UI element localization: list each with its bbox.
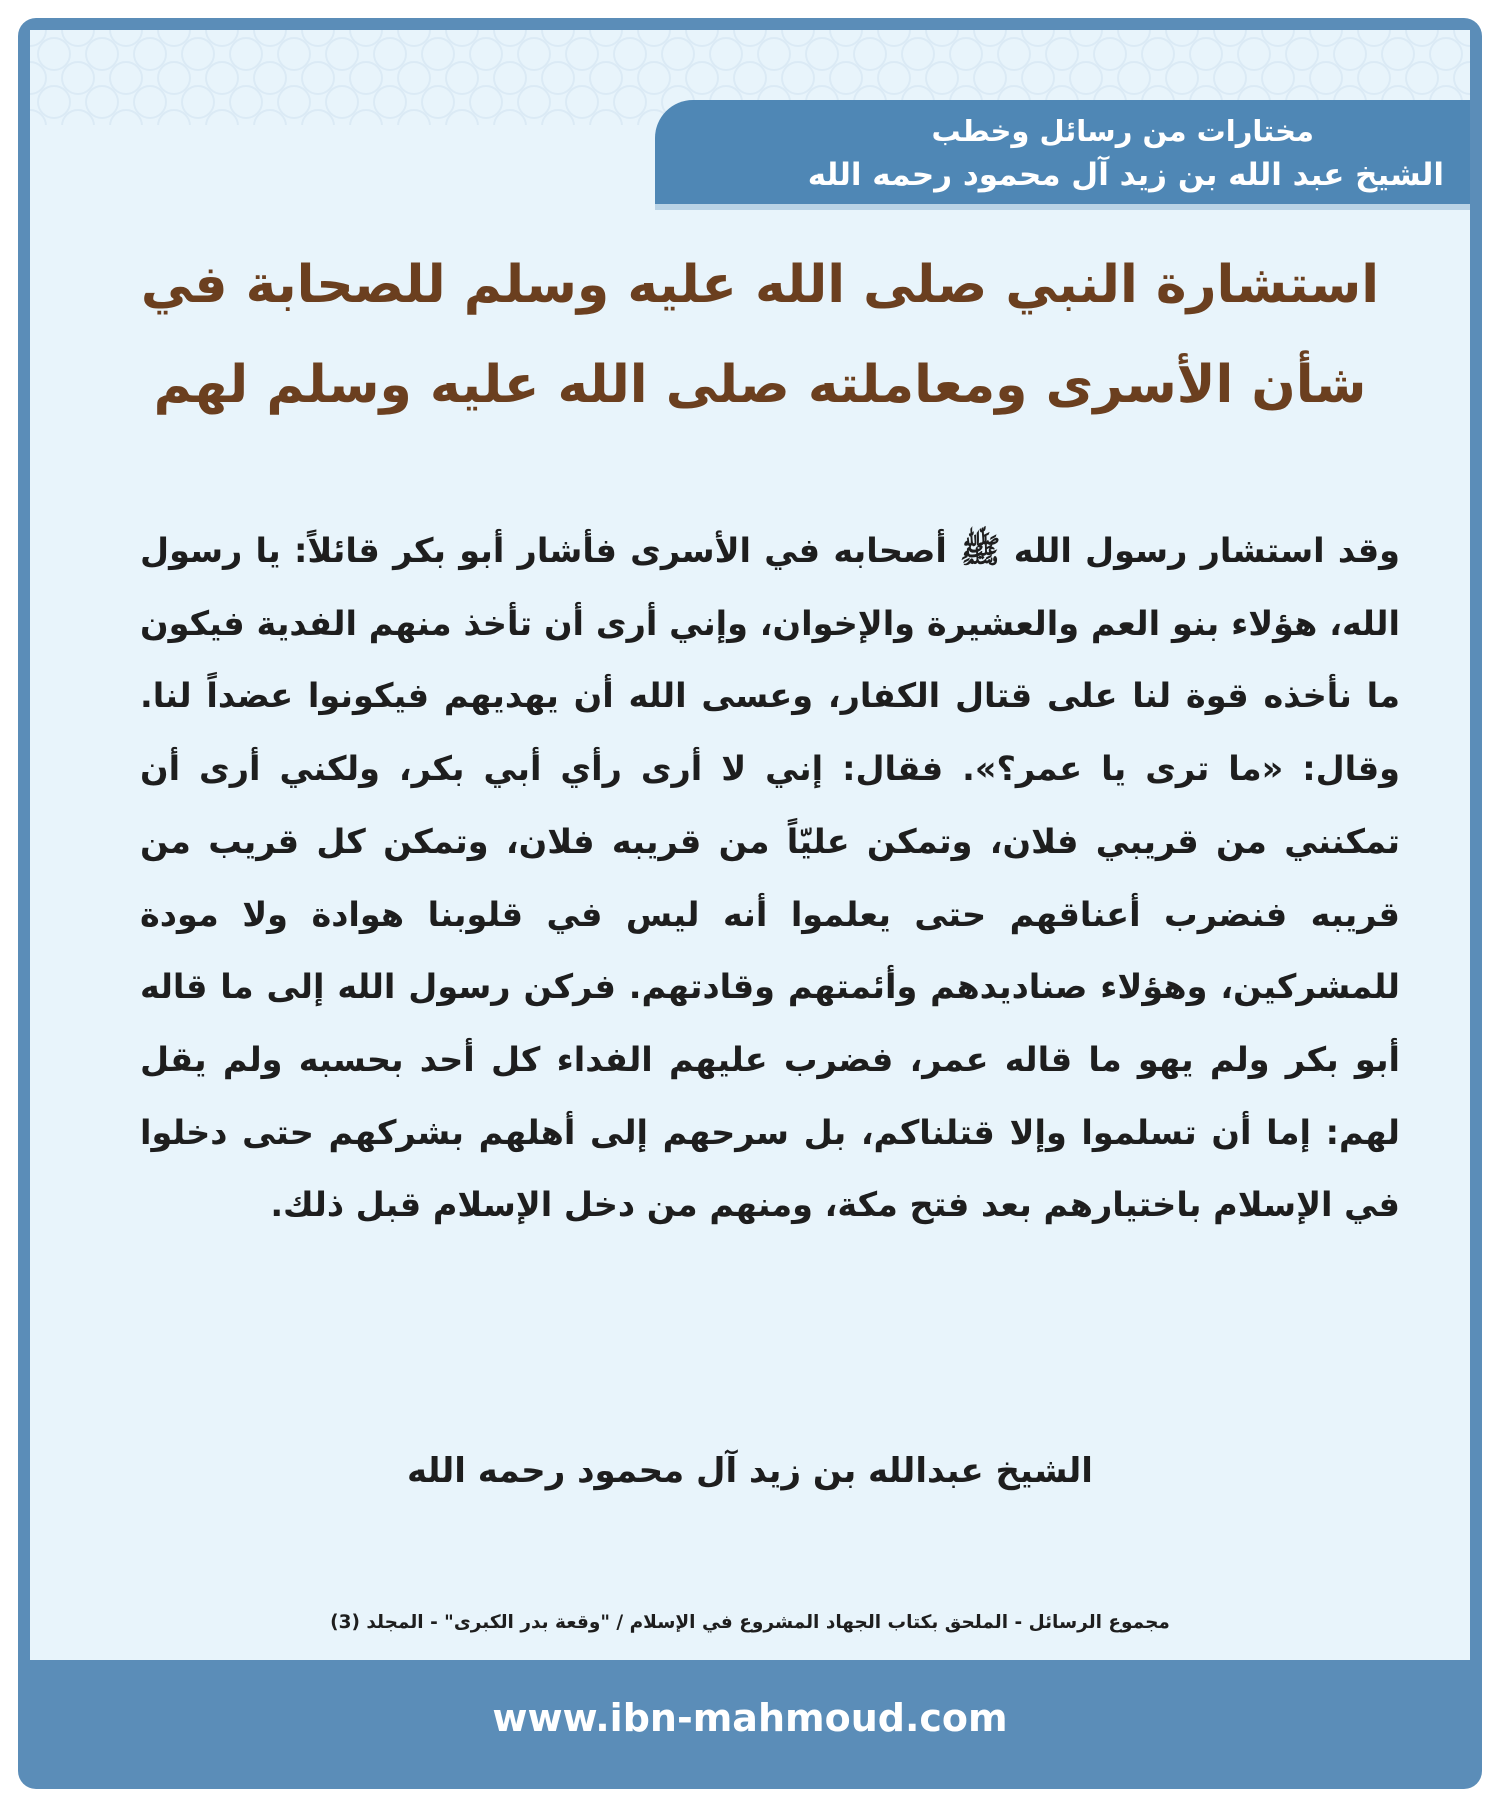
author-signature: الشيخ عبدالله بن زيد آل محمود رحمه الله	[407, 1451, 1093, 1491]
header-banner	[655, 100, 1470, 210]
page-frame	[18, 18, 1482, 1789]
series-title: مختارات من رسائل وخطب	[931, 114, 1314, 148]
header-author-name: الشيخ عبد الله بن زيد آل محمود رحمه الله	[807, 157, 1444, 193]
source-citation: مجموع الرسائل - الملحق بكتاب الجهاد المشروع في الإسلام / "وقعة بدر الكبرى" - المجلد (3)	[330, 1612, 1170, 1633]
website-link[interactable]: www.ibn-mahmoud.com	[492, 1696, 1008, 1740]
article-body: وقد استشار رسول الله ﷺ أصحابه في الأسرى فأشار أبو بكر قائلاً: يا رسول الله، هؤلاء بنو العم والعشيرة والإخوان، وإني أرى أن تأخذ منهم الفدية فيكون ما نأخذه قوة لنا على قتال الكفار، وعسى الله أن يهديهم فيكونوا عضداً لنا. وقال: «ما ترى يا عمر؟». فقال: إني لا أرى رأي أبي بكر، ولكني أرى أن تمكنني من قريبي فلان، وتمكن عليّاً من قريبه فلان، وتمكن كل قريب من قريبه فنضرب أعناقهم حتى يعلموا أنه ليس في قلوبنا هوادة ولا مودة للمشركين، وهؤلاء صناديدهم وأئمتهم وقادتهم. فركن رسول الله إلى ما قاله أبو بكر ولم يهو ما قاله عمر، فضرب عليهم الفداء كل أحد بحسبه ولم يقل لهم: إما أن تسلموا وإلا قتلناكم، بل سرحهم إلى أهلهم بشركهم حتى دخلوا في الإسلام باختيارهم بعد فتح مكة، ومنهم من دخل الإسلام قبل ذلك.	[140, 531, 1400, 1225]
content-card	[30, 30, 1470, 1660]
article-title: استشارة النبي صلى الله عليه وسلم للصحابة في شأن الأسرى ومعاملته صلى الله عليه وسلم لهم	[140, 255, 1380, 415]
